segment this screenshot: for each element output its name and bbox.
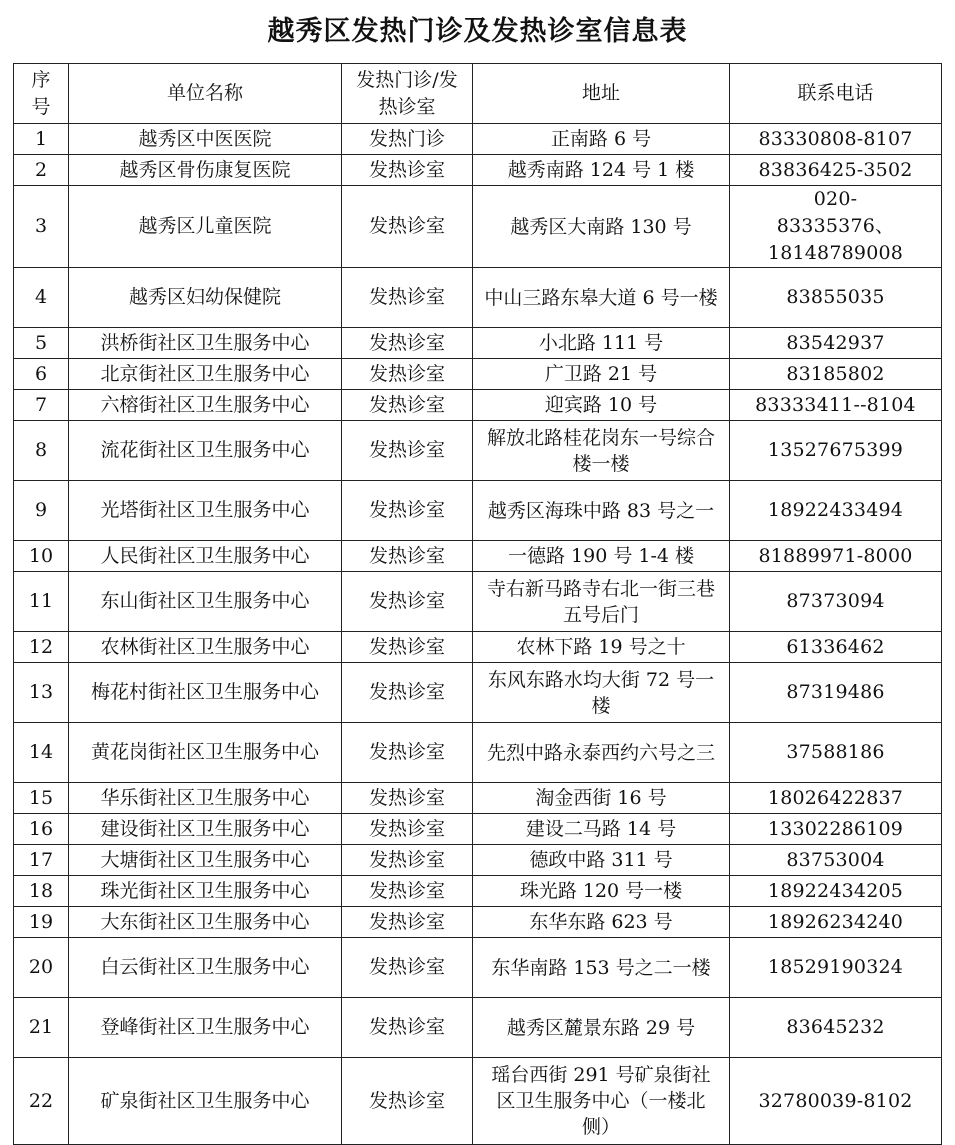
unit-name-text: 越秀区儿童医院 [138, 215, 272, 237]
clinic-type-cell [342, 663, 473, 723]
clinic-type-text: 发热诊室 [368, 1089, 445, 1112]
table-row [14, 783, 942, 814]
unit-name-text: 越秀区中医医院 [138, 127, 272, 150]
address-cell [473, 663, 730, 723]
row-index-cell [14, 541, 69, 572]
unit-name-text: 华乐街社区卫生服务中心 [100, 786, 310, 809]
clinic-type-text: 发热诊室 [368, 956, 445, 978]
clinic-type-cell [342, 155, 473, 186]
unit-name-cell [69, 663, 342, 723]
address-cell [473, 268, 730, 328]
phone-text: 32780039-8102 [758, 1089, 913, 1112]
unit-name-cell [69, 390, 342, 421]
phone-text: 61336462 [786, 635, 885, 658]
row-index-cell [14, 907, 69, 938]
row-index-cell [14, 572, 69, 632]
address-cell [473, 481, 730, 541]
address-text: 越秀南路 124 号 1 楼 [507, 159, 695, 181]
unit-name-cell [69, 421, 342, 481]
phone-cell [730, 572, 942, 632]
clinic-type-text: 发热诊室 [368, 590, 445, 612]
table-row [14, 723, 942, 783]
address-cell [473, 359, 730, 390]
row-index-cell [14, 938, 69, 998]
row-index-cell [14, 814, 69, 845]
row-index-text: 4 [34, 286, 48, 308]
table-row [14, 390, 942, 421]
unit-name-cell [69, 1058, 342, 1145]
address-text: 东华南路 153 号之二一楼 [491, 956, 711, 979]
phone-text: 81889971-8000 [758, 544, 913, 567]
phone-text: 18529190324 [767, 956, 904, 978]
unit-name-cell [69, 783, 342, 814]
address-text: 建设二马路 14 号 [525, 818, 677, 840]
clinic-type-text: 发热诊室 [368, 635, 445, 658]
phone-text: 37588186 [786, 741, 885, 763]
clinic-type-text: 发热诊室 [368, 439, 445, 461]
phone-cell [730, 723, 942, 783]
row-index-text: 11 [28, 590, 54, 612]
phone-cell [730, 186, 942, 268]
address-text: 珠光路 120 号一楼 [519, 880, 683, 902]
row-index-cell [14, 632, 69, 663]
unit-name-cell [69, 632, 342, 663]
phone-cell [730, 907, 942, 938]
header-name: 单位名称 [69, 64, 342, 124]
row-index-text: 20 [28, 956, 54, 978]
table-row [14, 845, 942, 876]
clinic-type-cell [342, 359, 473, 390]
phone-cell [730, 1058, 942, 1145]
phone-cell [730, 663, 942, 723]
clinic-type-cell [342, 421, 473, 481]
header-phone: 联系电话 [730, 64, 942, 124]
unit-name-text: 六榕街社区卫生服务中心 [100, 393, 310, 416]
clinic-type-cell [342, 124, 473, 155]
address-cell [473, 390, 730, 421]
phone-cell [730, 328, 942, 359]
unit-name-cell [69, 481, 342, 541]
table-header-row [14, 64, 942, 124]
phone-text: 18026422837 [767, 786, 904, 809]
clinic-type-cell [342, 186, 473, 268]
unit-name-text: 北京街社区卫生服务中心 [100, 362, 310, 385]
unit-name-text: 光塔街社区卫生服务中心 [100, 499, 310, 521]
address-cell [473, 938, 730, 998]
address-text: 越秀区麓景东路 29 号 [506, 1016, 696, 1039]
table-row [14, 124, 942, 155]
phone-text: 18926234240 [767, 910, 904, 933]
address-text: 德政中路 311 号 [529, 849, 673, 871]
unit-name-cell [69, 268, 342, 328]
row-index-cell [14, 783, 69, 814]
address-text: 中山三路东皋大道 6 号一楼 [484, 286, 718, 309]
phone-text: 020-83335376、18148789008 [767, 188, 904, 264]
phone-text: 83542937 [786, 331, 885, 354]
row-index-text: 14 [28, 741, 54, 763]
phone-cell [730, 814, 942, 845]
clinic-type-text: 发热诊室 [368, 786, 445, 809]
unit-name-cell [69, 998, 342, 1058]
unit-name-text: 流花街社区卫生服务中心 [100, 439, 310, 461]
address-cell [473, 845, 730, 876]
address-cell [473, 541, 730, 572]
row-index-cell [14, 124, 69, 155]
table-row [14, 481, 942, 541]
row-index-cell [14, 186, 69, 268]
address-text: 正南路 6 号 [550, 128, 652, 150]
table-row [14, 186, 942, 268]
phone-text: 18922434205 [767, 879, 904, 902]
phone-cell [730, 938, 942, 998]
clinic-type-cell [342, 572, 473, 632]
table-row [14, 814, 942, 845]
table-row [14, 268, 942, 328]
phone-cell [730, 268, 942, 328]
address-text: 瑶台西街 291 号矿泉街社区卫生服务中心（一楼北侧） [491, 1064, 711, 1138]
clinic-type-text: 发热诊室 [368, 910, 445, 933]
unit-name-cell [69, 359, 342, 390]
clinic-type-cell [342, 723, 473, 783]
clinic-type-text: 发热诊室 [368, 286, 445, 308]
clinic-type-text: 发热诊室 [368, 158, 445, 181]
phone-text: 83753004 [786, 848, 885, 871]
row-index-cell [14, 481, 69, 541]
clinic-type-cell [342, 390, 473, 421]
phone-cell [730, 541, 942, 572]
unit-name-cell [69, 876, 342, 907]
phone-text: 83645232 [786, 1016, 885, 1038]
clinic-type-text: 发热诊室 [368, 393, 445, 416]
address-cell [473, 186, 730, 268]
row-index-cell [14, 268, 69, 328]
unit-name-text: 越秀区妇幼保健院 [128, 286, 281, 308]
address-text: 寺右新马路寺右北一街三巷五号后门 [486, 577, 715, 626]
address-cell [473, 632, 730, 663]
page-title: 越秀区发热门诊及发热诊室信息表 [267, 16, 688, 47]
clinic-type-text: 发热诊室 [368, 544, 445, 567]
address-cell [473, 124, 730, 155]
unit-name-text: 大塘街社区卫生服务中心 [100, 848, 310, 871]
clinic-type-text: 发热诊室 [368, 331, 445, 354]
clinic-type-cell [342, 1058, 473, 1145]
row-index-text: 2 [34, 158, 48, 181]
address-cell [473, 723, 730, 783]
address-text: 先烈中路永泰西约六号之三 [486, 741, 715, 764]
clinic-type-cell [342, 907, 473, 938]
phone-cell [730, 359, 942, 390]
table-row [14, 632, 942, 663]
row-index-text: 19 [28, 910, 54, 933]
phone-text: 87319486 [786, 681, 885, 703]
phone-cell [730, 845, 942, 876]
clinic-type-cell [342, 541, 473, 572]
phone-text: 83855035 [786, 286, 885, 308]
row-index-text: 18 [28, 879, 54, 902]
clinic-type-cell [342, 876, 473, 907]
unit-name-cell [69, 541, 342, 572]
clinic-type-cell [342, 845, 473, 876]
address-cell [473, 907, 730, 938]
address-cell [473, 572, 730, 632]
clinic-type-text: 发热诊室 [368, 848, 445, 871]
row-index-text: 12 [28, 635, 54, 658]
unit-name-text: 越秀区骨伤康复医院 [119, 158, 291, 181]
address-cell [473, 328, 730, 359]
table-row [14, 572, 942, 632]
row-index-text: 10 [28, 544, 54, 567]
row-index-cell [14, 390, 69, 421]
row-index-text: 21 [28, 1016, 54, 1038]
table-row [14, 155, 942, 186]
address-cell [473, 814, 730, 845]
clinic-type-text: 发热诊室 [368, 879, 445, 902]
clinic-type-cell [342, 268, 473, 328]
address-cell [473, 783, 730, 814]
clinic-type-text: 发热诊室 [368, 681, 445, 703]
address-text: 农林下路 19 号之十 [516, 636, 686, 658]
row-index-cell [14, 845, 69, 876]
fever-clinic-table [13, 63, 942, 1145]
row-index-text: 16 [28, 817, 54, 840]
table-row [14, 907, 942, 938]
clinic-type-cell [342, 998, 473, 1058]
unit-name-text: 登峰街社区卫生服务中心 [100, 1016, 310, 1038]
row-index-text: 8 [34, 439, 48, 461]
header-type: 发热门诊/发热诊室 [342, 64, 473, 124]
clinic-type-text: 发热诊室 [368, 499, 445, 521]
phone-cell [730, 390, 942, 421]
clinic-type-cell [342, 783, 473, 814]
phone-text: 83185802 [786, 362, 885, 385]
unit-name-cell [69, 938, 342, 998]
phone-text: 83333411--8104 [755, 393, 916, 416]
address-cell [473, 155, 730, 186]
unit-name-text: 黄花岗街社区卫生服务中心 [90, 741, 319, 763]
address-cell [473, 1058, 730, 1145]
row-index-text: 22 [28, 1089, 54, 1112]
unit-name-cell [69, 186, 342, 268]
unit-name-text: 白云街社区卫生服务中心 [100, 956, 310, 978]
row-index-text: 9 [34, 499, 48, 521]
unit-name-text: 东山街社区卫生服务中心 [100, 590, 310, 612]
row-index-text: 15 [28, 786, 54, 809]
clinic-type-cell [342, 328, 473, 359]
unit-name-text: 矿泉街社区卫生服务中心 [100, 1089, 310, 1112]
unit-name-cell [69, 723, 342, 783]
clinic-type-text: 发热诊室 [368, 215, 445, 237]
table-row [14, 541, 942, 572]
unit-name-cell [69, 124, 342, 155]
phone-cell [730, 155, 942, 186]
address-text: 东风东路水均大街 72 号一楼 [487, 668, 715, 717]
row-index-cell [14, 359, 69, 390]
clinic-type-cell [342, 632, 473, 663]
row-index-text: 13 [28, 681, 54, 703]
unit-name-cell [69, 907, 342, 938]
row-index-cell [14, 328, 69, 359]
clinic-type-text: 发热门诊 [368, 127, 445, 150]
unit-name-text: 人民街社区卫生服务中心 [100, 544, 310, 567]
address-text: 淘金西街 16 号 [535, 787, 667, 809]
row-index-text: 1 [34, 127, 48, 150]
phone-text: 87373094 [786, 590, 885, 612]
clinic-type-cell [342, 814, 473, 845]
row-index-cell [14, 421, 69, 481]
table-row [14, 998, 942, 1058]
address-text: 广卫路 21 号 [544, 363, 658, 385]
row-index-cell [14, 723, 69, 783]
unit-name-text: 梅花村街社区卫生服务中心 [90, 681, 319, 703]
row-index-cell [14, 998, 69, 1058]
unit-name-cell [69, 155, 342, 186]
unit-name-cell [69, 845, 342, 876]
address-text: 解放北路桂花岗东一号综合楼一楼 [486, 426, 715, 475]
row-index-text: 17 [28, 848, 54, 871]
clinic-type-text: 发热诊室 [368, 741, 445, 763]
clinic-type-text: 发热诊室 [368, 1016, 445, 1038]
clinic-type-cell [342, 938, 473, 998]
unit-name-text: 农林街社区卫生服务中心 [100, 635, 310, 658]
phone-text: 18922433494 [767, 499, 904, 521]
row-index-cell [14, 1058, 69, 1145]
table-row [14, 663, 942, 723]
unit-name-text: 建设街社区卫生服务中心 [100, 817, 310, 840]
address-text: 小北路 111 号 [538, 332, 664, 354]
phone-cell [730, 124, 942, 155]
phone-cell [730, 998, 942, 1058]
clinic-type-text: 发热诊室 [368, 817, 445, 840]
row-index-text: 6 [34, 362, 48, 385]
table-row [14, 359, 942, 390]
unit-name-text: 大东街社区卫生服务中心 [100, 910, 310, 933]
unit-name-text: 珠光街社区卫生服务中心 [100, 879, 310, 902]
phone-cell [730, 421, 942, 481]
table-row [14, 1058, 942, 1145]
phone-cell [730, 876, 942, 907]
table-row [14, 328, 942, 359]
header-index: 序号 [14, 64, 69, 124]
table-row [14, 876, 942, 907]
address-cell [473, 876, 730, 907]
address-text: 越秀区大南路 130 号 [510, 215, 692, 238]
clinic-type-text: 发热诊室 [368, 362, 445, 385]
address-text: 越秀区海珠中路 83 号之一 [487, 499, 715, 522]
address-text: 一德路 190 号 1-4 楼 [507, 545, 695, 567]
phone-text: 83330808-8107 [758, 127, 913, 150]
unit-name-cell [69, 328, 342, 359]
address-text: 迎宾路 10 号 [544, 394, 658, 416]
phone-cell [730, 783, 942, 814]
address-cell [473, 998, 730, 1058]
row-index-text: 5 [34, 331, 48, 354]
phone-text: 83836425-3502 [758, 158, 913, 181]
unit-name-text: 洪桥街社区卫生服务中心 [100, 331, 310, 354]
table-row [14, 421, 942, 481]
phone-cell [730, 481, 942, 541]
phone-cell [730, 632, 942, 663]
row-index-text: 7 [34, 393, 48, 416]
row-index-cell [14, 876, 69, 907]
unit-name-cell [69, 572, 342, 632]
address-cell [473, 421, 730, 481]
row-index-cell [14, 663, 69, 723]
address-text: 东华东路 623 号 [529, 911, 673, 933]
row-index-text: 3 [34, 215, 48, 237]
phone-text: 13527675399 [767, 439, 904, 461]
table-row [14, 938, 942, 998]
table-body [14, 124, 942, 1145]
phone-text: 13302286109 [767, 817, 904, 840]
row-index-cell [14, 155, 69, 186]
clinic-type-cell [342, 481, 473, 541]
header-address: 地址 [473, 64, 730, 124]
unit-name-cell [69, 814, 342, 845]
